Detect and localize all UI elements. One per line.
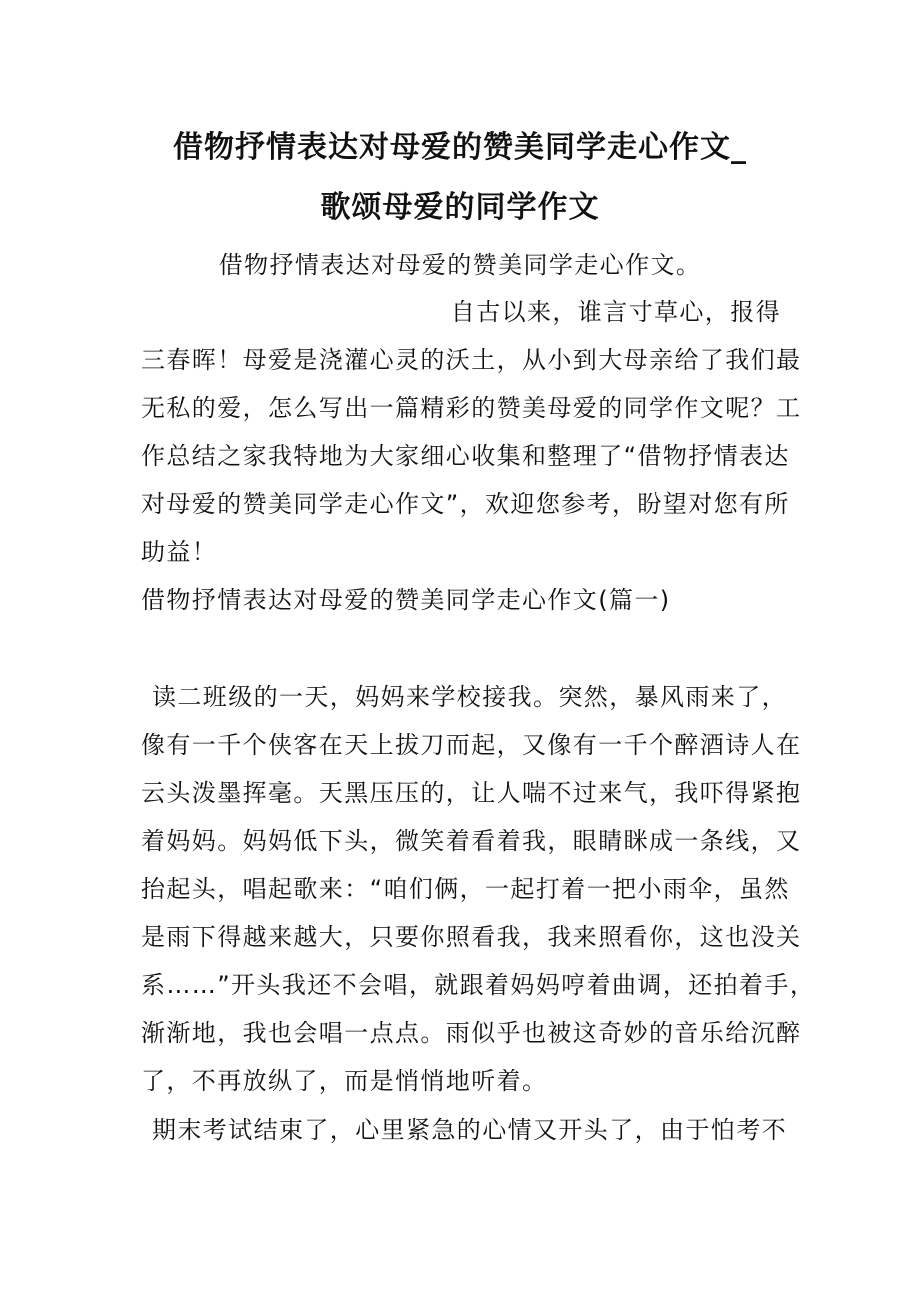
body-line: 云头泼墨挥毫。天黑压压的，让人喘不过来气，我吓得紧抱 [141,779,802,807]
intro-line: 对母爱的赞美同学走心作文”，欢迎您参考，盼望对您有所 [141,490,790,518]
body-line: 了，不再放纵了，而是悄悄地听着。 [141,1067,548,1095]
body-line: 是雨下得越来越大，只要你照看我，我来照看你，这也没关 [141,923,802,951]
body-line: 系……”开头我还不会唱，就跟着妈妈哼着曲调，还拍着手， [141,971,816,999]
intro-line: 助益！ [141,538,218,566]
intro-line: 作总结之家我特地为大家细心收集和整理了“借物抒情表达 [141,442,790,470]
body-line: 读二班级的一天，妈妈来学校接我。突然，暴风雨来了， [152,683,787,711]
intro-line: 无私的爱，怎么写出一篇精彩的赞美母爱的同学作文呢？工 [141,394,802,422]
body-line: 着妈妈。妈妈低下头，微笑着看着我，眼睛眯成一条线，又 [141,827,802,855]
title-line-2: 歌颂母爱的同学作文 [320,190,600,225]
intro-line: 自古以来，谁言寸草心，报得 [450,298,781,326]
section-heading: 借物抒情表达对母爱的赞美同学走心作文(篇一) [141,586,671,614]
body-line: 期末考试结束了，心里紧急的心情又开头了，由于怕考不 [152,1116,787,1144]
subtitle: 借物抒情表达对母爱的赞美同学走心作文。 [218,251,702,279]
title-line-1: 借物抒情表达对母爱的赞美同学走心作文_ [173,130,747,165]
body-line: 抬起头，唱起歌来：“咱们俩，一起打着一把小雨伞，虽然 [141,875,790,903]
body-line: 渐渐地，我也会唱一点点。雨似乎也被这奇妙的音乐给沉醉 [141,1019,802,1047]
body-line: 像有一千个侠客在天上拔刀而起，又像有一千个醉酒诗人在 [141,731,802,759]
intro-line: 三春晖！母爱是浇灌心灵的沃土，从小到大母亲给了我们最 [141,346,802,374]
